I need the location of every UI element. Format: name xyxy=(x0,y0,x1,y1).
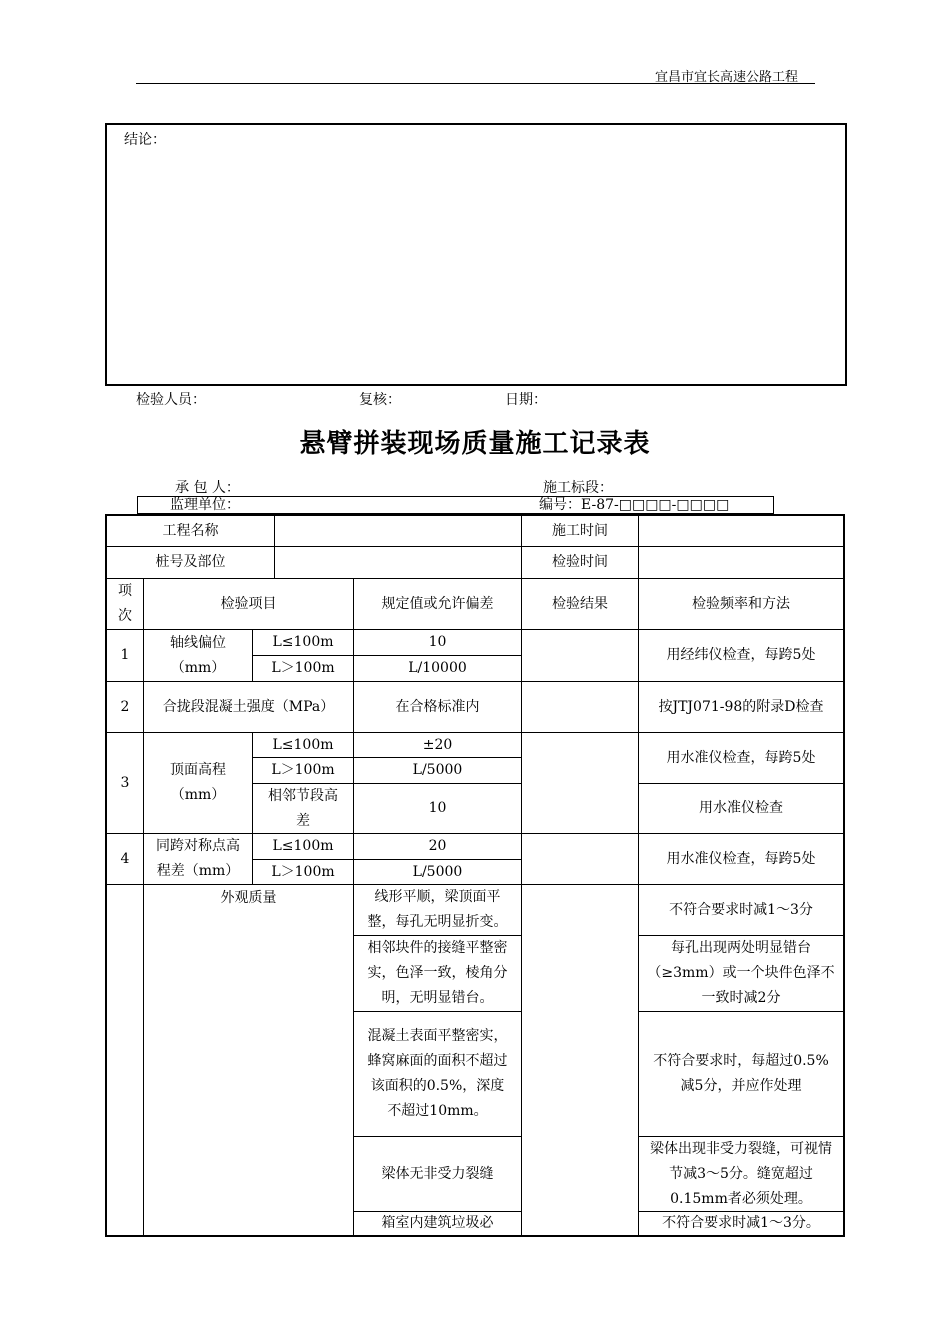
row3-cond-a: L≤100m xyxy=(252,732,354,758)
appearance-ded-5: 不符合要求时减1～3分。 xyxy=(638,1211,844,1236)
page-title: 悬臂拼装现场质量施工记录表 xyxy=(299,429,651,459)
appearance-ded-2: 每孔出现两处明显错台（≥3mm）或一个块件色泽不一致时减2分 xyxy=(638,935,844,1012)
row2-method: 按JTJ071-98的附录D检查 xyxy=(638,681,844,733)
row3-cond-b: L＞100m xyxy=(252,757,354,784)
reviewer-label: 复核： xyxy=(359,392,401,408)
project-name-value xyxy=(274,515,522,547)
row4-item: 同跨对称点高程差（mm） xyxy=(143,833,253,885)
code-label: 编号：E-87-□□□□-□□□□ xyxy=(539,497,730,513)
row3-no: 3 xyxy=(106,732,144,834)
row3-result xyxy=(521,732,639,834)
row4-cond-a: L≤100m xyxy=(252,833,354,860)
conclusion-label: 结论： xyxy=(124,132,166,148)
col-header-spec: 规定值或允许偏差 xyxy=(353,578,522,630)
row4-spec-a: 20 xyxy=(353,833,522,860)
row1-cond-a: L≤100m xyxy=(252,629,354,656)
row1-item: 轴线偏位（mm） xyxy=(143,629,253,682)
appearance-req-3: 混凝土表面平整密实，蜂窝麻面的面积不超过该面积的0.5%，深度不超过10mm。 xyxy=(353,1011,522,1137)
row1-result xyxy=(521,629,639,682)
row1-no: 1 xyxy=(106,629,144,682)
appearance-req-5: 箱室内建筑垃圾必 xyxy=(353,1211,522,1236)
inspection-time-label: 检验时间 xyxy=(521,546,639,579)
row4-cond-b: L＞100m xyxy=(252,859,354,885)
inspection-time-value xyxy=(638,546,844,579)
row4-spec-b: L/5000 xyxy=(353,859,522,885)
row2-no: 2 xyxy=(106,681,144,733)
header-project-name: 宜昌市宜长高速公路工程 xyxy=(655,70,799,85)
row3-cond-c: 相邻节段高差 xyxy=(252,783,354,834)
row4-no: 4 xyxy=(106,833,144,885)
appearance-req-1: 线形平顺，梁顶面平整，每孔无明显折变。 xyxy=(353,884,522,936)
row1-spec-b: L/10000 xyxy=(353,655,522,682)
row3-spec-b: L/5000 xyxy=(353,757,522,784)
row3-method-ab: 用水准仪检查，每跨5处 xyxy=(638,732,844,784)
row1-method: 用经纬仪检查，每跨5处 xyxy=(638,629,844,682)
conclusion-box xyxy=(105,123,847,386)
row1-cond-b: L＞100m xyxy=(252,655,354,682)
row1-spec-a: 10 xyxy=(353,629,522,656)
appearance-result xyxy=(521,884,639,1236)
appearance-label: 外观质量 xyxy=(143,884,354,1236)
construction-time-value xyxy=(638,515,844,547)
row4-method: 用水准仪检查，每跨5处 xyxy=(638,833,844,885)
section-label: 施工标段： xyxy=(543,480,613,496)
appearance-no xyxy=(106,884,144,1236)
row4-result xyxy=(521,833,639,885)
col-header-result: 检验结果 xyxy=(521,578,639,630)
appearance-ded-1: 不符合要求时减1～3分 xyxy=(638,884,844,936)
row3-spec-a: ±20 xyxy=(353,732,522,758)
appearance-ded-3: 不符合要求时，每超过0.5%减5分，并应作处理 xyxy=(638,1011,844,1137)
appearance-req-4: 梁体无非受力裂缝 xyxy=(353,1136,522,1212)
row3-method-c: 用水准仪检查 xyxy=(638,783,844,834)
appearance-ded-4: 梁体出现非受力裂缝，可视情节减3～5分。缝宽超过0.15mm者必须处理。 xyxy=(638,1136,844,1212)
date-label: 日期： xyxy=(505,392,547,408)
appearance-req-2: 相邻块件的接缝平整密实，色泽一致，棱角分明，无明显错台。 xyxy=(353,935,522,1012)
row3-item: 顶面高程（mm） xyxy=(143,732,253,834)
supervisor-label: 监理单位： xyxy=(170,497,240,513)
station-value xyxy=(274,546,522,579)
col-header-no: 项次 xyxy=(106,578,144,630)
construction-time-label: 施工时间 xyxy=(521,515,639,547)
project-name-label: 工程名称 xyxy=(106,515,275,547)
row3-spec-c: 10 xyxy=(353,783,522,834)
row2-item: 合拢段混凝土强度（MPa） xyxy=(143,681,354,733)
row2-result xyxy=(521,681,639,733)
inspector-label: 检验人员： xyxy=(136,392,206,408)
contractor-label: 承 包 人： xyxy=(175,480,240,496)
header-rule xyxy=(136,83,815,84)
col-header-item: 检验项目 xyxy=(143,578,354,630)
col-header-method: 检验频率和方法 xyxy=(638,578,844,630)
station-label: 桩号及部位 xyxy=(106,546,275,579)
row2-spec: 在合格标准内 xyxy=(353,681,522,733)
